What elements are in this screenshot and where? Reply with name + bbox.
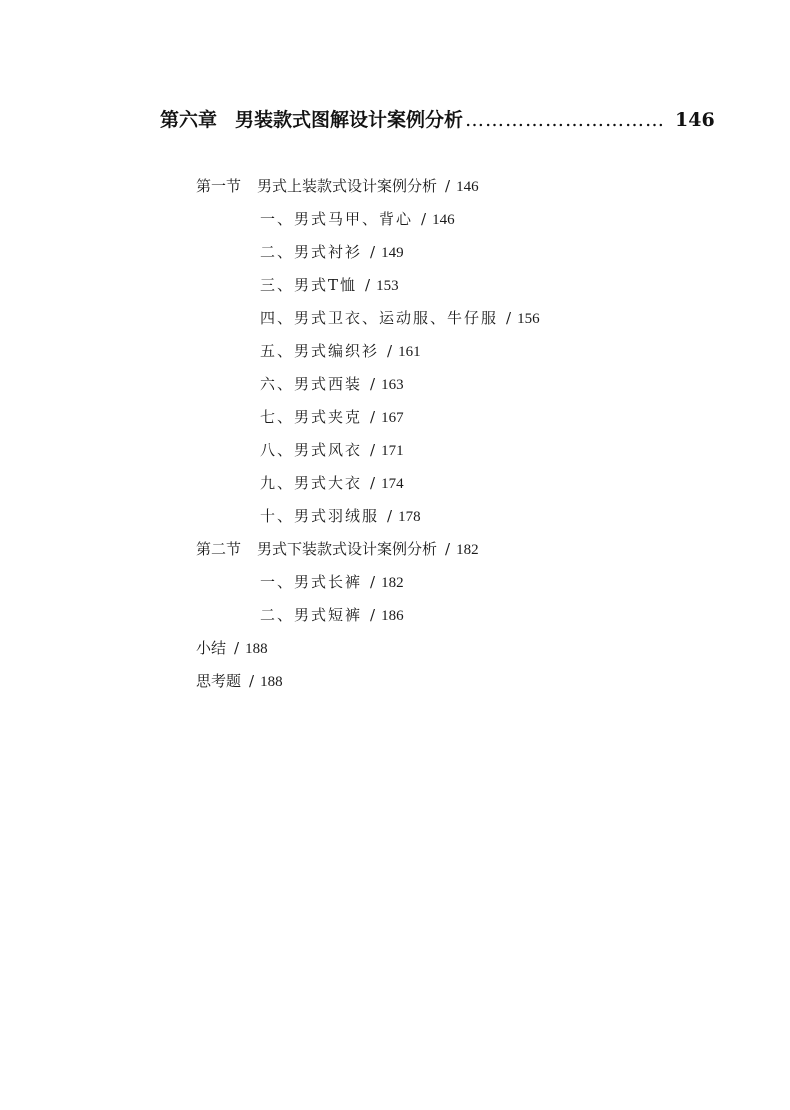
section-page-number: 146 (456, 179, 479, 195)
toc-item[interactable] (260, 604, 404, 627)
separator: / (234, 639, 240, 657)
toc-item[interactable] (260, 505, 421, 528)
item-label: 六、男式西装 (260, 375, 363, 393)
toc-item[interactable] (260, 439, 404, 462)
item-page-number: 163 (381, 377, 404, 393)
item-label: 十、男式羽绒服 (260, 507, 380, 525)
item-page-number: 186 (381, 608, 404, 624)
section-number: 第二节 (196, 540, 242, 558)
item-label: 二、男式衬衫 (260, 243, 363, 261)
questions-label: 思考题 (196, 672, 242, 690)
item-label: 八、男式风衣 (260, 441, 363, 459)
separator: / (370, 606, 376, 624)
item-page-number: 178 (398, 509, 421, 525)
chapter-page-number: 146 (675, 109, 715, 131)
separator: / (445, 540, 451, 558)
separator: / (387, 507, 393, 525)
separator: / (370, 243, 376, 261)
chapter-title: 男装款式图解设计案例分析 (235, 109, 464, 131)
item-label: 一、男式长裤 (260, 573, 363, 591)
separator: / (370, 573, 376, 591)
item-label: 七、男式夹克 (260, 408, 363, 426)
summary-label: 小结 (196, 639, 227, 657)
item-label: 九、男式大衣 (260, 474, 363, 492)
item-page-number: 156 (517, 311, 540, 327)
toc-summary[interactable] (196, 637, 268, 660)
summary-page-number: 188 (245, 641, 268, 657)
section-page-number: 182 (456, 542, 479, 558)
leader-dots: ………………………… (465, 109, 666, 131)
toc-item[interactable] (260, 307, 540, 330)
separator: / (421, 210, 427, 228)
toc-item[interactable] (260, 241, 404, 264)
separator: / (370, 474, 376, 492)
separator: / (387, 342, 393, 360)
section-title: 男式上装款式设计案例分析 (257, 177, 438, 195)
item-page-number: 174 (381, 476, 404, 492)
toc-item[interactable] (260, 472, 404, 495)
item-page-number: 167 (381, 410, 404, 426)
item-label: 五、男式编织衫 (260, 342, 380, 360)
toc-section[interactable] (196, 175, 479, 198)
separator: / (370, 375, 376, 393)
questions-page-number: 188 (260, 674, 283, 690)
separator: / (365, 276, 371, 294)
item-page-number: 149 (381, 245, 404, 261)
separator: / (445, 177, 451, 195)
section-title: 男式下装款式设计案例分析 (257, 540, 438, 558)
separator: / (506, 309, 512, 327)
separator: / (370, 408, 376, 426)
chapter-number: 第六章 (160, 109, 218, 131)
item-page-number: 146 (432, 212, 455, 228)
separator: / (249, 672, 255, 690)
section-number: 第一节 (196, 177, 242, 195)
toc-section[interactable] (196, 538, 479, 561)
toc-item[interactable] (260, 274, 399, 297)
separator: / (370, 441, 376, 459)
toc-item[interactable] (260, 373, 404, 396)
item-label: 一、男式马甲、背心 (260, 210, 414, 228)
chapter-heading (160, 106, 715, 134)
toc-item[interactable] (260, 406, 404, 429)
item-label: 三、男式T恤 (260, 276, 358, 294)
toc-item[interactable] (260, 571, 404, 594)
item-page-number: 161 (398, 344, 421, 360)
toc-item[interactable] (260, 340, 421, 363)
item-page-number: 182 (381, 575, 404, 591)
toc-questions[interactable] (196, 670, 283, 693)
item-label: 四、男式卫衣、运动服、牛仔服 (260, 309, 499, 327)
item-page-number: 171 (381, 443, 404, 459)
item-page-number: 153 (376, 278, 399, 294)
toc-item[interactable] (260, 208, 455, 231)
item-label: 二、男式短裤 (260, 606, 363, 624)
